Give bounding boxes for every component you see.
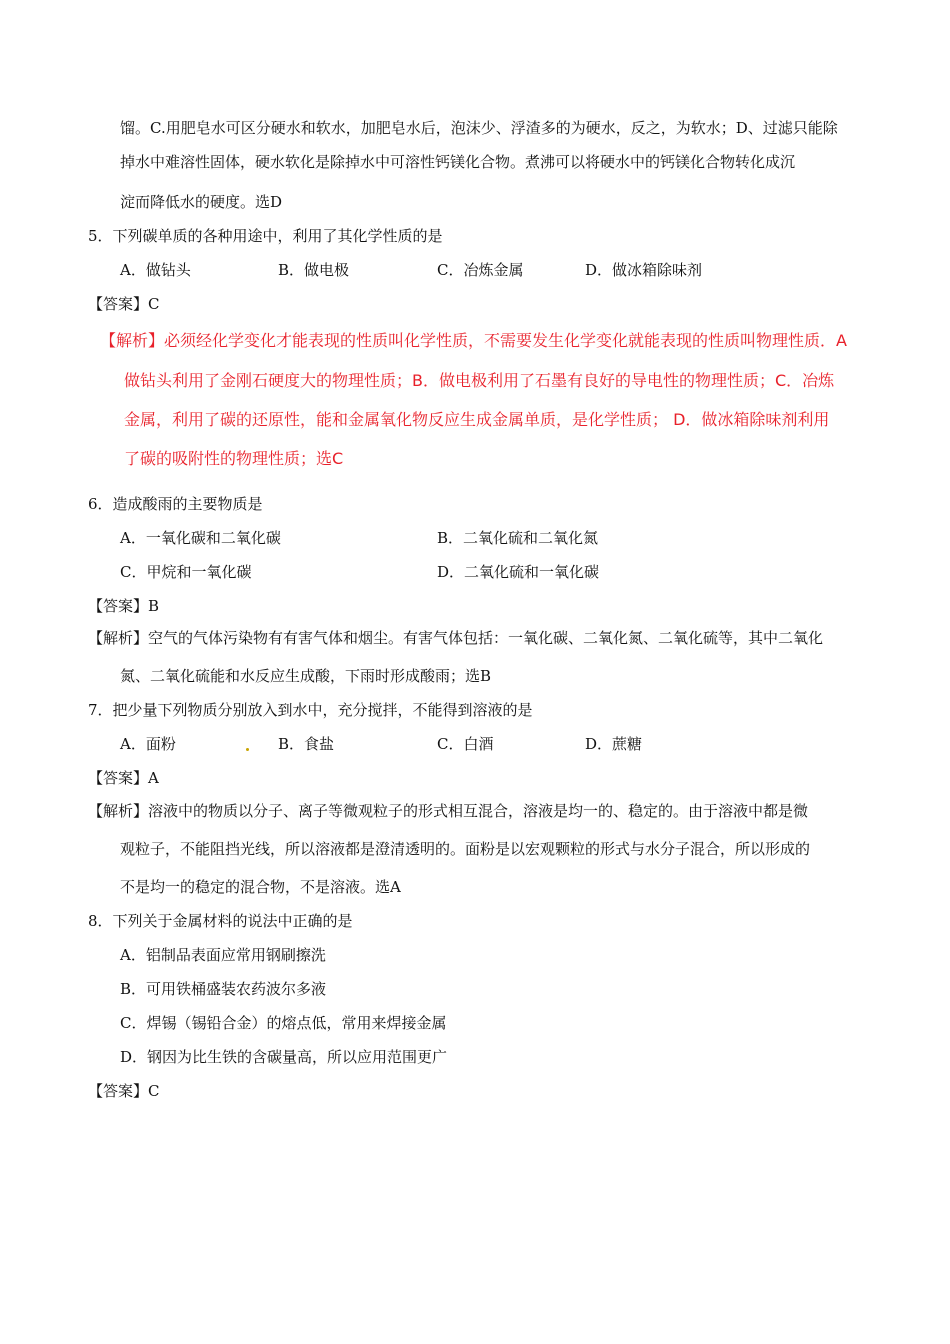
- stray-dot-mark: [246, 748, 249, 751]
- q5-explanation-line: 金属，利用了碳的还原性，能和金属氧化物反应生成金属单质，是化学性质； D．做冰箱除味剂利用: [124, 410, 830, 429]
- q6-explanation-line: 氮、二氧化硫能和水反应生成酸，下雨时形成酸雨；选B: [120, 667, 492, 685]
- q4-explanation-line: 掉水中难溶性固体，硬水软化是除掉水中可溶性钙镁化合物。煮沸可以将硬水中的钙镁化合物转化成沉: [120, 153, 796, 171]
- q5-stem: 5．下列碳单质的各种用途中，利用了其化学性质的是: [88, 227, 443, 245]
- q6-explanation-line: 【解析】空气的气体污染物有有害气体和烟尘。有害气体包括：一氧化碳、二氧化氮、二氧化硫等，其中二氧化: [88, 629, 824, 647]
- q5-option-b: B．做电极: [278, 261, 350, 279]
- q7-explanation-line: 【解析】溶液中的物质以分子、离子等微观粒子的形式相互混合，溶液是均一的、稳定的。由于溶液中都是微: [88, 802, 809, 820]
- q7-option-b: B．食盐: [278, 735, 335, 753]
- q6-stem: 6．造成酸雨的主要物质是: [88, 495, 263, 513]
- q5-explanation-line: 做钻头利用了金刚石硬度大的物理性质；B．做电极利用了石墨有良好的导电性的物理性质；C．冶炼: [124, 371, 835, 390]
- q8-option-c: C．焊锡（锡铅合金）的熔点低，常用来焊接金属: [120, 1014, 447, 1032]
- q4-explanation-line: 馏。C.用肥皂水可区分硬水和软水，加肥皂水后，泡沫少、浮渣多的为硬水，反之，为软水；D、过滤只能除: [120, 119, 838, 137]
- q6-option-b: B．二氧化硫和二氧化氮: [437, 529, 599, 547]
- q7-answer: 【答案】A: [88, 769, 159, 787]
- q7-option-d: D．蔗糖: [585, 735, 643, 753]
- q5-explanation-line: 了碳的吸附性的物理性质；选C: [124, 449, 344, 468]
- q8-option-b: B．可用铁桶盛装农药波尔多液: [120, 980, 327, 998]
- q8-stem: 8．下列关于金属材料的说法中正确的是: [88, 912, 353, 930]
- q5-explanation-line: 【解析】必须经化学变化才能表现的性质叫化学性质，不需要发生化学变化就能表现的性质叫物理性质．A: [100, 331, 847, 350]
- q7-stem: 7．把少量下列物质分别放入到水中，充分搅拌，不能得到溶液的是: [88, 701, 533, 719]
- q6-option-a: A．一氧化碳和二氧化碳: [120, 529, 281, 547]
- q7-option-c: C．白酒: [437, 735, 494, 753]
- q5-option-d: D．做冰箱除味剂: [585, 261, 703, 279]
- q6-option-d: D．二氧化硫和一氧化碳: [437, 563, 600, 581]
- q8-option-a: A．铝制品表面应常用钢刷擦洗: [120, 946, 326, 964]
- q6-answer: 【答案】B: [88, 597, 160, 615]
- q7-explanation-line: 不是均一的稳定的混合物，不是溶液。选A: [120, 878, 401, 896]
- q5-option-a: A．做钻头: [120, 261, 191, 279]
- q6-option-c: C．甲烷和一氧化碳: [120, 563, 252, 581]
- q5-option-c: C．冶炼金属: [437, 261, 524, 279]
- q8-option-d: D．钢因为比生铁的含碳量高，所以应用范围更广: [120, 1048, 448, 1066]
- q4-explanation-line: 淀而降低水的硬度。选D: [120, 193, 283, 211]
- q8-answer: 【答案】C: [88, 1082, 160, 1100]
- q7-explanation-line: 观粒子，不能阻挡光线，所以溶液都是澄清透明的。面粉是以宏观颗粒的形式与水分子混合，所以形成的: [120, 840, 811, 858]
- q7-option-a: A．面粉: [120, 735, 176, 753]
- q5-answer: 【答案】C: [88, 295, 160, 313]
